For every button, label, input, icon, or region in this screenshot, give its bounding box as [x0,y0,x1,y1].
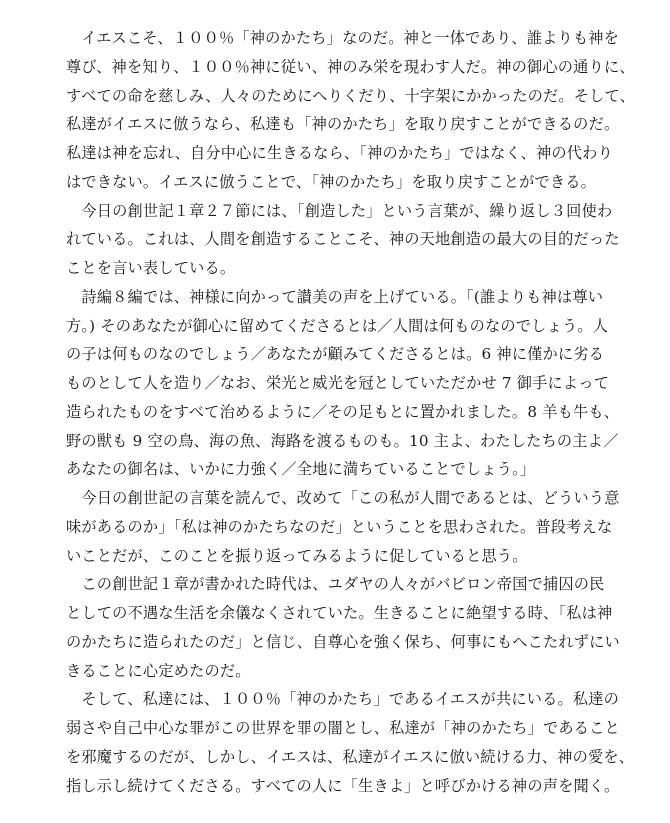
text-line: 野の獣も 9 空の鳥、海の魚、海路を渡るものも。10 主よ、わたしたちの主よ／ [66,431,619,450]
text-line: れている。これは、人間を創造することこそ、神の天地創造の最大の目的だった [66,230,620,249]
text-line: 弱さや自己中心な罪がこの世界を罪の闇とし、私達が「神のかたち」であること [66,719,620,737]
text-line: 方。) そのあなたが御心に留めてくださるとは／人間は何ものなのでしょう。人 [66,316,609,335]
text-line: 造られたものをすべて治めるように／その足もとに置かれました。8 羊も牛も、 [66,402,620,421]
paragraph-genesis-creation [66,197,620,283]
text-line: きることに心定めたのだ。 [66,661,251,680]
text-line: 味があるのか」「私は神のかたちなのだ」ということを思わされた。普段考えな [66,517,613,536]
paragraph-psalm-8 [66,283,620,484]
document-body [66,24,636,800]
text-line: すべての命を慈しみ、人々のためにへりくだり、十字架にかかったのだ。そして、 [66,86,636,105]
text-line: 今日の創世記の言葉を読んで、改めて「この私が人間であるとは、どういう意 [66,489,620,507]
text-line: ことを言い表している。 [66,259,236,277]
text-line: 私達は神を忘れ、自分中心に生きるなら、「神のかたち」ではなく、神の代わり [66,144,613,162]
paragraph-reflection [66,484,620,570]
paragraph-jesus-with-us [66,685,635,800]
paragraph-image-of-god [66,24,636,197]
text-line: の子は何ものなのでしょう／あなたが顧みてくださるとは。6 神に僅かに劣る [66,345,605,364]
text-line: 詩編８編では、神様に向かって讃美の声を上げている。「(誰よりも神は尊い [66,287,604,306]
text-line: 今日の創世記１章２７節には、「創造した」という言葉が、繰り返し３回使わ [66,201,613,220]
text-line: いことだが、このことを振り返ってみるように促していると思う。 [66,546,528,565]
text-line: はできない。イエスに倣うことで、「神のかたち」を取り戻すことができる。 [66,172,597,191]
text-line: 私達がイエスに倣うなら、私達も「神のかたち」を取り戻すことができるのだ。 [66,115,620,134]
text-line: のかたちに造られたのだ」と信じ、自尊心を強く保ち、何事にもへこたれずにい [66,632,620,651]
text-line: 指し示し続けてくださる。すべての人に「生きよ」と呼びかける神の声を聞く。 [66,776,620,795]
text-line: この創世記１章が書かれた時代は、ユダヤの人々がバビロン帝国で捕囚の民 [66,575,605,594]
text-line: そして、私達には、１００％「神のかたち」であるイエスが共にいる。私達の [66,690,620,709]
text-line: ものとして人を造り／なお、栄光と威光を冠としていただかせ 7 御手によって [66,374,610,392]
text-line: イエスこそ、１００％「神のかたち」なのだ。神と一体であり、誰よりも神を [66,29,620,47]
text-line: あなたの御名は、いかに力強く／全地に満ちていることでしょう。」 [66,460,536,479]
text-line: 尊び、神を知り、１００％神に従い、神のみ栄を現わす人だ。神の御心の通りに、 [66,57,635,76]
paragraph-babylon-exile [66,570,620,685]
text-line: を邪魔するのだが、しかし、イエスは、私達がイエスに倣い続ける力、神の愛を、 [66,747,635,766]
text-line: としての不遇な生活を余儀なくされていた。生きることに絶望する時、「私は神 [66,604,613,622]
